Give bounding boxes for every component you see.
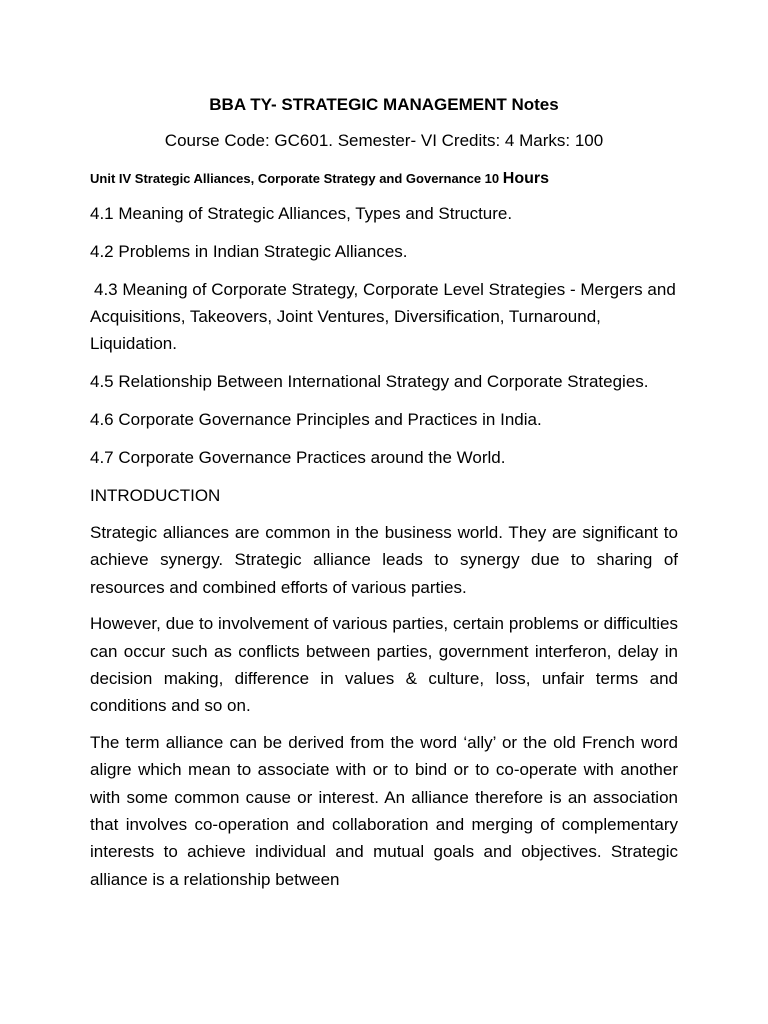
unit-heading-text: Unit IV Strategic Alliances, Corporate Strategy and Governance 10 [90,171,500,186]
unit-hours: Hours [502,170,550,187]
body-paragraph: However, due to involvement of various parties, certain problems or difficulties can occur such as conflicts between parties, government interferon, delay in decision making, difference in values & culture, loss, unfair terms and conditions and so on. [90,614,678,716]
topic-item: 4.5 Relationship Between International Strategy and Corporate Strategies. [90,372,649,391]
document-title: BBA TY- STRATEGIC MANAGEMENT Notes [209,95,559,114]
topic-item: 4.7 Corporate Governance Practices around the World. [90,448,506,467]
course-info: Course Code: GC601. Semester- VI Credits: 4 Marks: 100 [164,131,604,150]
document-content [90,92,678,902]
body-paragraph: Strategic alliances are common in the business world. They are significant to achieve synergy. Strategic alliance leads to synergy due to sharing of resources and combined efforts of various parties. [90,523,678,597]
section-heading: INTRODUCTION [90,486,221,505]
topic-item: 4.2 Problems in Indian Strategic Alliances. [90,242,408,261]
topic-item: 4.6 Corporate Governance Principles and Practices in India. [90,410,542,429]
body-paragraph: The term alliance can be derived from the word ‘ally’ or the old French word aligre which mean to associate with or to bind or to co-operate with another with some common cause or interest. An alliance therefore is an association that involves co-operation and collaboration and merging of complementary interests to achieve individual and mutual goals and objectives. Strategic alliance is a relationship between [90,732,678,889]
topic-item: 4.3 Meaning of Corporate Strategy, Corporate Level Strategies - Mergers and Acquisitions, Takeovers, Joint Ventures, Diversification, Turnaround, Liquidation. [90,280,676,353]
topic-item: 4.1 Meaning of Strategic Alliances, Types and Structure. [90,204,513,223]
unit-heading [90,166,678,192]
